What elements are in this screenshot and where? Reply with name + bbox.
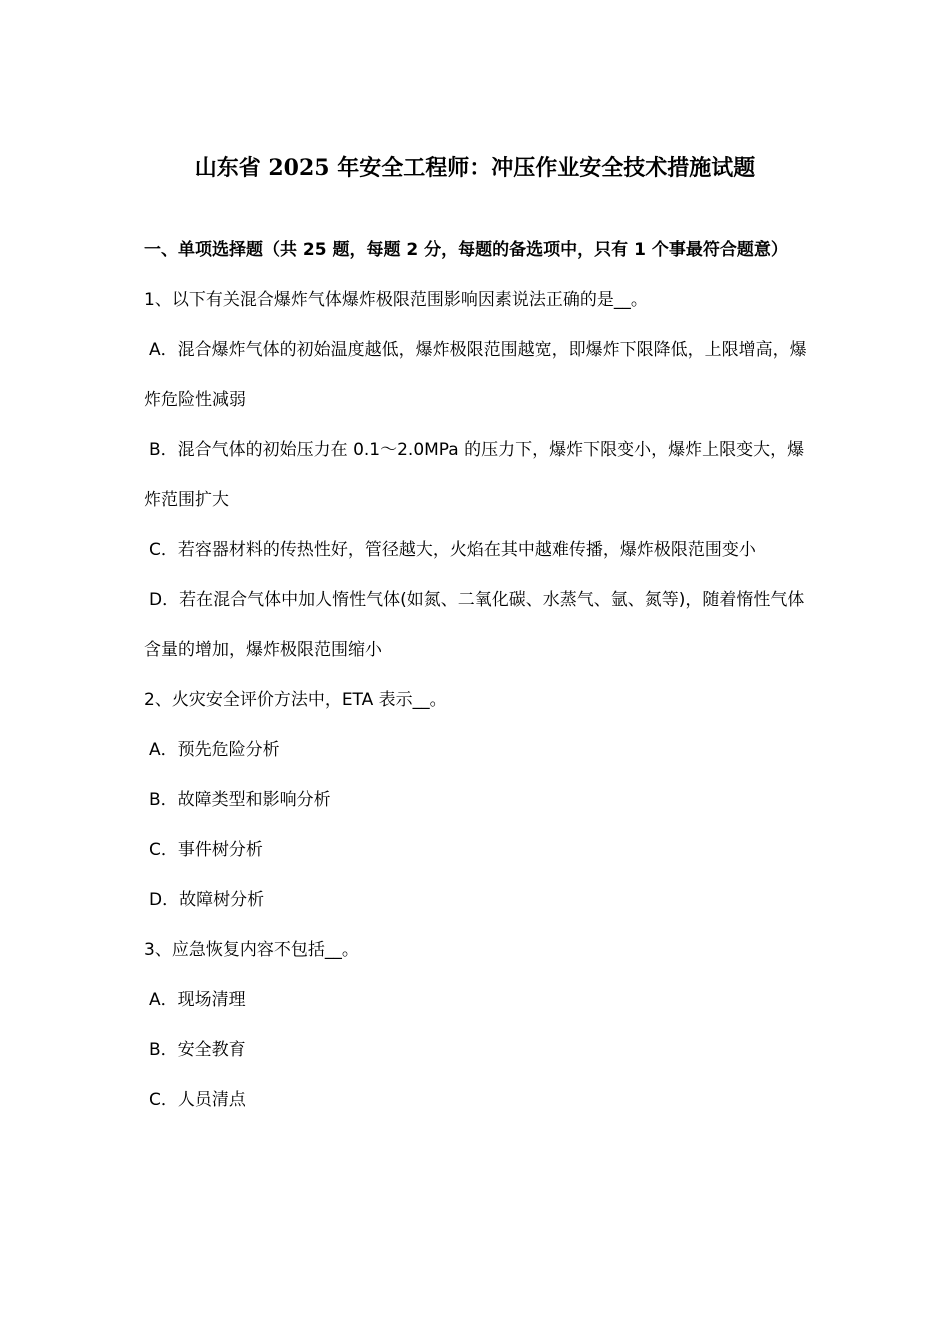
document-body bbox=[144, 225, 809, 1125]
option-a: A．预先危险分析 bbox=[149, 740, 280, 760]
question-stem: 2、火灾安全评价方法中，ETA 表示__。 bbox=[144, 690, 447, 710]
document-title: 山东省 2025 年安全工程师：冲压作业安全技术措施试题 bbox=[194, 155, 756, 181]
question-1 bbox=[144, 275, 809, 675]
option-d: D．故障树分析 bbox=[149, 890, 265, 910]
option-b: B．混合气体的初始压力在 0.1～2.0MPa 的压力下，爆炸下限变小，爆炸上限变大，爆炸范围扩大 bbox=[144, 440, 805, 510]
option-c: C．人员清点 bbox=[149, 1090, 246, 1110]
option-b: B．安全教育 bbox=[149, 1040, 246, 1060]
option-c: C．若容器材料的传热性好，管径越大，火焰在其中越难传播，爆炸极限范围变小 bbox=[149, 540, 756, 560]
section-heading: 一、单项选择题（共 25 题，每题 2 分，每题的备选项中，只有 1 个事最符合题意） bbox=[144, 240, 788, 260]
option-d: D．若在混合气体中加人惰性气体(如氮、二氧化碳、水蒸气、氩、氮等)，随着惰性气体含量的增加，爆炸极限范围缩小 bbox=[144, 590, 805, 660]
question-stem: 3、应急恢复内容不包括__。 bbox=[144, 940, 359, 960]
question-stem: 1、以下有关混合爆炸气体爆炸极限范围影响因素说法正确的是__。 bbox=[144, 290, 648, 310]
question-2 bbox=[144, 675, 809, 925]
question-3 bbox=[144, 925, 809, 1125]
option-c: C．事件树分析 bbox=[149, 840, 263, 860]
option-a: A．混合爆炸气体的初始温度越低，爆炸极限范围越宽，即爆炸下限降低，上限增高，爆炸危险性减弱 bbox=[144, 340, 807, 410]
option-a: A．现场清理 bbox=[149, 990, 246, 1010]
option-b: B．故障类型和影响分析 bbox=[149, 790, 331, 810]
